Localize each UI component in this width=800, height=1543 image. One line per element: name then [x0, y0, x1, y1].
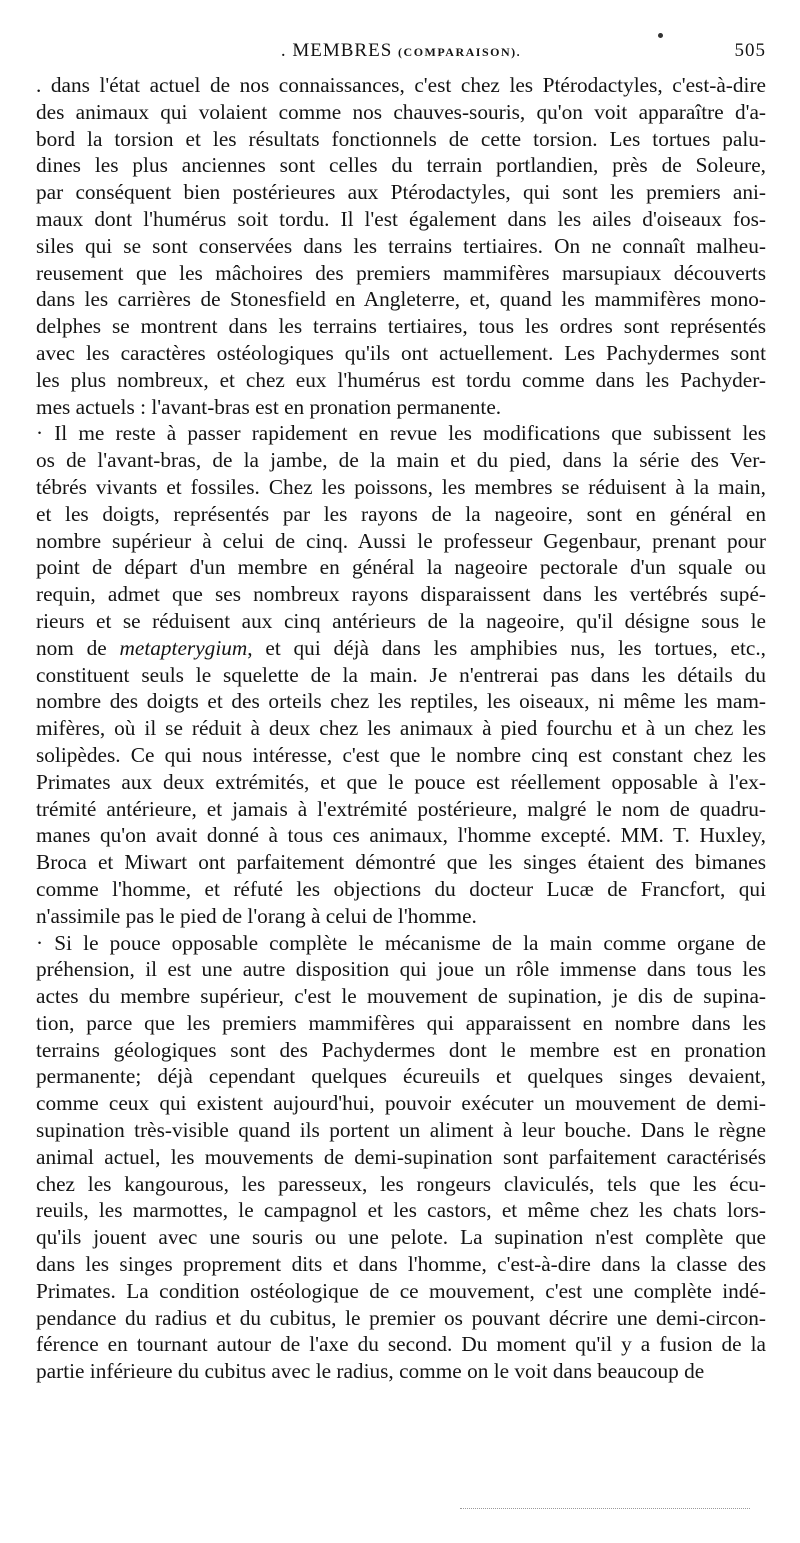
paragraph-2	[36, 420, 766, 929]
paragraph-3	[36, 930, 766, 1386]
text-line: des animaux qui volaient comme nos chauves-souris, qu'on voit apparaître d'a-	[36, 99, 766, 124]
text-line: point de départ d'un membre en général la nageoire pectorale d'un squale ou	[36, 555, 766, 580]
text-line: animal actuel, les mouvements de demi-supination sont parfaitement caractérisés	[36, 1144, 766, 1169]
text-line: terrains géologiques sont des Pachydermes dont le membre est en pronation	[36, 1037, 766, 1062]
running-title-subtitle: (COMPARAISON).	[398, 45, 522, 59]
text-line: actes du membre supérieur, c'est le mouvement de supination, je dis de supina-	[36, 984, 766, 1009]
text-line: Primates aux deux extrémités, et que le pouce est réellement opposable à l'ex-	[36, 769, 766, 794]
text-line: Broca et Miwart ont parfaitement démontré que les singes étaient des bimanes	[36, 850, 766, 875]
running-title	[36, 40, 766, 62]
text-line: permanente; déjà cependant quelques écureuils et quelques singes devaient,	[36, 1064, 766, 1089]
text-line: · Si le pouce opposable complète le mécanisme de la main comme organe de	[36, 930, 766, 955]
text-line: trémité antérieure, et jamais à l'extrémité postérieure, malgré le nom de quadru-	[36, 796, 766, 821]
text-line: par conséquent bien postérieures aux Ptérodactyles, qui sont les premiers ani-	[36, 180, 766, 205]
text-line: solipèdes. Ce qui nous intéresse, c'est que le nombre cinq est constant chez les	[36, 742, 766, 767]
running-head	[36, 40, 766, 72]
running-title-main: . MEMBRES	[280, 40, 393, 61]
footer-dotted-rule	[460, 1508, 750, 1509]
text-line: rieurs et se réduisent aux cinq antérieurs de la nageoire, qu'il désigne sous le	[36, 608, 766, 633]
book-page	[36, 40, 766, 1385]
text-line: pendance du radius et du cubitus, le premier os pouvant décrire une demi-circon-	[36, 1305, 766, 1330]
ink-speck	[658, 33, 663, 38]
text-line: reusement que les mâchoires des premiers mammifères marsupiaux découverts	[36, 260, 766, 285]
text-line: requin, admet que ses nombreux rayons disparaissent dans les vertébrés supé-	[36, 582, 766, 607]
text-line: bord la torsion et les résultats fonctionnels de cette torsion. Les tortues palu-	[36, 126, 766, 151]
text-line: reuils, les marmottes, le campagnol et les castors, et même chez les chats lors-	[36, 1198, 766, 1223]
text-line: et les doigts, représentés par les rayons de la nageoire, sont en général en	[36, 501, 766, 526]
text-line: tébrés vivants et fossiles. Chez les poissons, les membres se réduisent à la main,	[36, 474, 766, 499]
paragraph-1	[36, 72, 766, 420]
text-line: nombre des doigts et des orteils chez les reptiles, les oiseaux, ni même les mam-	[36, 689, 766, 714]
text-line: nombre supérieur à celui de cinq. Aussi le professeur Gegenbaur, prenant pour	[36, 528, 766, 553]
text-line: comme ceux qui existent aujourd'hui, pouvoir exécuter un mouvement de demi-	[36, 1091, 766, 1116]
text-line: siles qui se sont conservées dans les terrains tertiaires. On ne connaît malheu-	[36, 233, 766, 258]
text-line: dans les singes proprement dits et dans l'homme, c'est-à-dire dans la classe des	[36, 1252, 766, 1277]
text-line: férence en tournant autour de l'axe du second. Du moment qu'il y a fusion de la	[36, 1332, 766, 1357]
text-line: os de l'avant-bras, de la jambe, de la main et du pied, dans la série des Ver-	[36, 448, 766, 473]
italic-term: metapterygium	[119, 635, 248, 660]
text-line: manes qu'on avait donné à tous ces animaux, l'homme excepté. MM. T. Huxley,	[36, 823, 766, 848]
text-line: avec les caractères ostéologiques qu'ils ont actuellement. Les Pachydermes sont	[36, 340, 766, 365]
text-line: partie inférieure du cubitus avec le radius, comme on le voit dans beaucoup de	[36, 1359, 705, 1384]
text-line: Primates. La condition ostéologique de ce mouvement, c'est une complète indé-	[36, 1278, 766, 1303]
text-line: nom de metapterygium, et qui déjà dans les amphibies nus, les tortues, etc.,	[36, 635, 766, 660]
text-line: préhension, il est une autre disposition qui joue un rôle immense dans tous les	[36, 957, 766, 982]
text-line: · Il me reste à passer rapidement en revue les modifications que subissent les	[36, 421, 766, 446]
text-line: mifères, où il se réduit à deux chez les animaux à pied fourchu et à un chez les	[36, 716, 766, 741]
text-line: comme l'homme, et réfuté les objections du docteur Lucæ de Francfort, qui	[36, 876, 766, 901]
text-line: tion, parce que les premiers mammifères qui apparaissent en nombre dans les	[36, 1010, 766, 1035]
text-line: delphes se montrent dans les terrains tertiaires, tous les ordres sont représentés	[36, 314, 766, 339]
text-line: supination très-visible quand ils portent un aliment à leur bouche. Dans le règne	[36, 1118, 766, 1143]
page-number: 505	[734, 40, 766, 61]
text-line: les plus nombreux, et chez eux l'humérus est tordu comme dans les Pachyder-	[36, 367, 766, 392]
text-line: n'assimile pas le pied de l'orang à celui de l'homme.	[36, 903, 477, 928]
text-line: . dans l'état actuel de nos connaissances, c'est chez les Ptérodactyles, c'est-à-dire	[36, 73, 766, 97]
text-line: maux dont l'humérus soit tordu. Il l'est également dans les ailes d'oiseaux fos-	[36, 206, 766, 231]
text-line: qu'ils jouent avec une souris ou une pelote. La supination n'est complète que	[36, 1225, 766, 1250]
text-line: dans les carrières de Stonesfield en Angleterre, et, quand les mammifères mono-	[36, 287, 766, 312]
text-line: dines les plus anciennes sont celles du terrain portlandien, près de Soleure,	[36, 153, 766, 178]
text-line: chez les kangourous, les paresseux, les rongeurs claviculés, tels que les écu-	[36, 1171, 766, 1196]
text-line: mes actuels : l'avant-bras est en pronation permanente.	[36, 394, 502, 419]
text-line: constituent seuls le squelette de la main. Je n'entrerai pas dans les détails du	[36, 662, 766, 687]
